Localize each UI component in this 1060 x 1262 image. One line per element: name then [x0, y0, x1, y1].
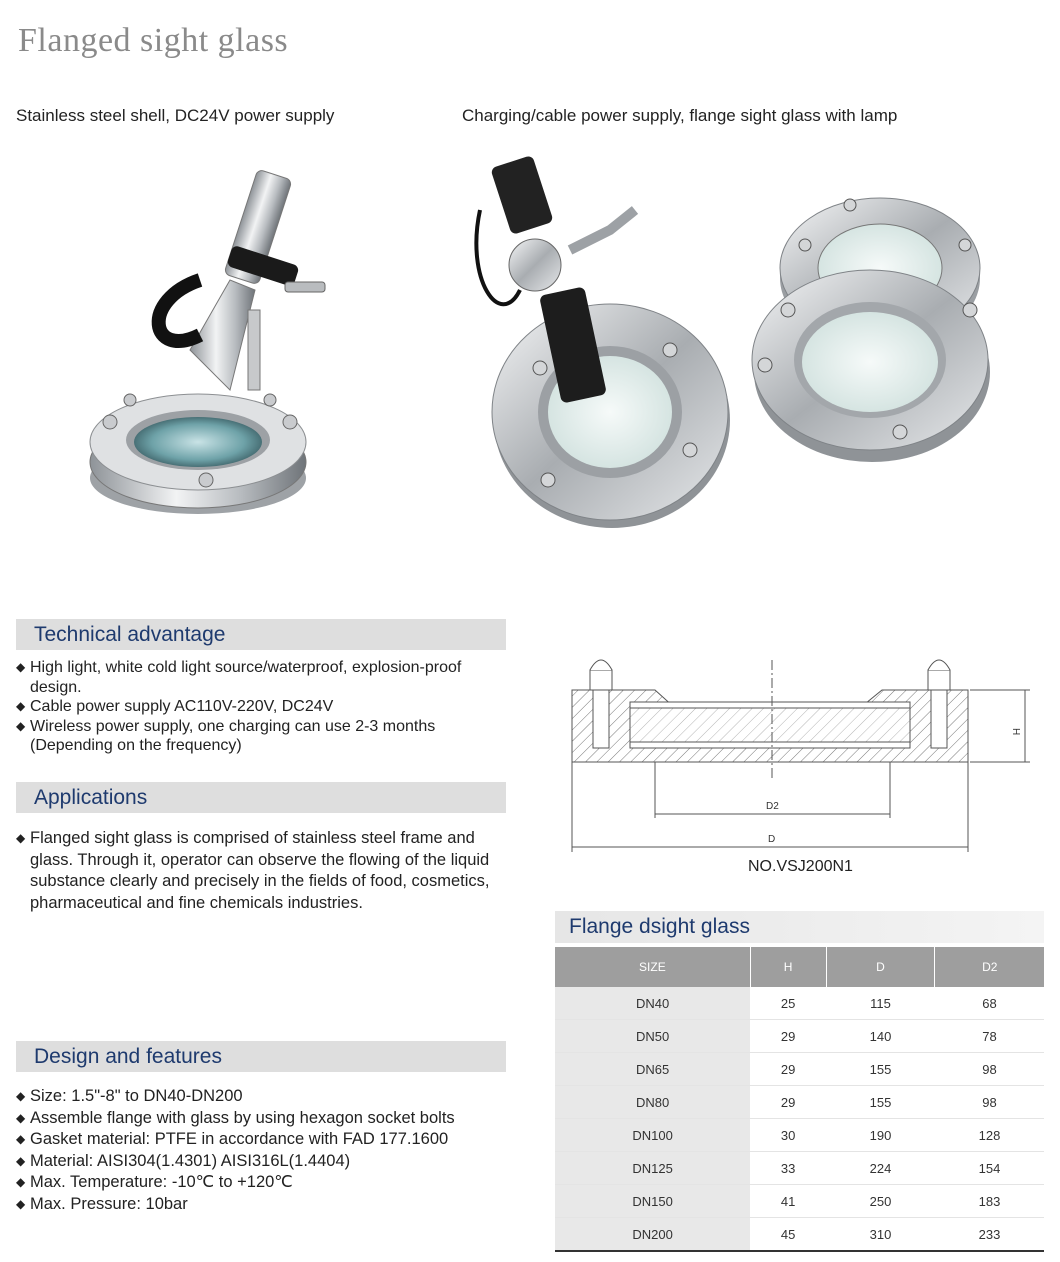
drawing-model-number: NO.VSJ200N1 — [748, 858, 853, 875]
cell-size: DN100 — [555, 1119, 750, 1152]
table-row — [555, 1185, 1044, 1218]
cell-d2: 154 — [935, 1152, 1044, 1185]
cell-h: 41 — [750, 1185, 826, 1218]
caption-left: Stainless steel shell, DC24V power supply — [16, 106, 335, 125]
cell-d: 224 — [826, 1152, 935, 1185]
cell-size: DN40 — [555, 987, 750, 1020]
cell-d2: 68 — [935, 987, 1044, 1020]
applications-list — [16, 828, 504, 914]
cell-d: 310 — [826, 1218, 935, 1252]
table-row — [555, 1119, 1044, 1152]
cell-d2: 233 — [935, 1218, 1044, 1252]
cell-d2: 78 — [935, 1020, 1044, 1053]
list-item: ◆ Wireless power supply, one charging can use 2-3 months (Depending on the frequency) — [16, 717, 506, 756]
cell-size: DN80 — [555, 1086, 750, 1119]
dimension-label-h: H — [1010, 728, 1021, 736]
cell-d2: 183 — [935, 1185, 1044, 1218]
spec-table-container — [555, 911, 1044, 1252]
cell-d2: 98 — [935, 1086, 1044, 1119]
header-d2: D2 — [935, 947, 1044, 987]
section-applications — [16, 782, 506, 813]
cell-h: 33 — [750, 1152, 826, 1185]
dimension-label-d: D — [768, 834, 776, 845]
caption-right: Charging/cable power supply, flange sight glass with lamp — [462, 106, 898, 125]
section-heading: Applications — [34, 786, 148, 809]
cell-d2: 128 — [935, 1119, 1044, 1152]
cell-h: 45 — [750, 1218, 826, 1252]
header-size: SIZE — [555, 947, 750, 987]
header-h: H — [750, 947, 826, 987]
table-row — [555, 1218, 1044, 1252]
section-design-features — [16, 1041, 506, 1072]
list-item: ◆ Gasket material: PTFE in accordance with FAD 177.1600 — [16, 1129, 516, 1151]
spec-table-title: Flange dsight glass — [569, 915, 750, 938]
spec-table-title-bar — [555, 911, 1044, 943]
cell-d: 155 — [826, 1086, 935, 1119]
cell-h: 30 — [750, 1119, 826, 1152]
cell-d: 190 — [826, 1119, 935, 1152]
cell-h: 29 — [750, 1086, 826, 1119]
table-row — [555, 987, 1044, 1020]
design-features-list — [16, 1086, 516, 1215]
table-row — [555, 1152, 1044, 1185]
cell-size: DN125 — [555, 1152, 750, 1185]
cell-h: 29 — [750, 1053, 826, 1086]
cell-d: 115 — [826, 987, 935, 1020]
product-photo-lamp-sight-glass — [80, 160, 330, 530]
cell-size: DN150 — [555, 1185, 750, 1218]
list-item: ◆ High light, white cold light source/waterproof, explosion-proof design. — [16, 658, 506, 697]
section-heading: Technical advantage — [34, 623, 226, 646]
list-item: ◆ Size: 1.5"-8" to DN40-DN200 — [16, 1086, 516, 1108]
table-row — [555, 1086, 1044, 1119]
list-item: ◆ Max. Temperature: -10℃ to +120℃ — [16, 1172, 516, 1194]
page-title: Flanged sight glass — [18, 22, 289, 59]
technical-advantage-list — [16, 658, 506, 756]
cell-size: DN50 — [555, 1020, 750, 1053]
table-row — [555, 1020, 1044, 1053]
dimension-label-d2: D2 — [766, 801, 779, 812]
cell-h: 29 — [750, 1020, 826, 1053]
cell-d: 250 — [826, 1185, 935, 1218]
cell-d: 140 — [826, 1020, 935, 1053]
spec-table — [555, 947, 1044, 1252]
list-item: ◆ Assemble flange with glass by using hexagon socket bolts — [16, 1108, 516, 1130]
list-item: ◆ Max. Pressure: 10bar — [16, 1194, 516, 1216]
cell-d2: 98 — [935, 1053, 1044, 1086]
table-row — [555, 1053, 1044, 1086]
cell-size: DN200 — [555, 1218, 750, 1252]
list-item: ◆ Cable power supply AC110V-220V, DC24V — [16, 697, 506, 717]
header-d: D — [826, 947, 935, 987]
list-item: ◆ Material: AISI304(1.4301) AISI316L(1.4404) — [16, 1151, 516, 1173]
technical-drawing — [560, 640, 1040, 860]
section-technical-advantage — [16, 619, 506, 650]
cell-d: 155 — [826, 1053, 935, 1086]
cell-size: DN65 — [555, 1053, 750, 1086]
product-photo-flange-sight-glasses — [460, 150, 1020, 540]
cell-h: 25 — [750, 987, 826, 1020]
list-item: ◆ Flanged sight glass is comprised of stainless steel frame and glass. Through it, operator can observe the flowing of the liquid substance clearly and precisely in the fields of food, cosmetics, pharmaceutical and fine chemicals industries. — [16, 828, 504, 914]
table-header-row — [555, 947, 1044, 987]
section-heading: Design and features — [34, 1045, 222, 1068]
